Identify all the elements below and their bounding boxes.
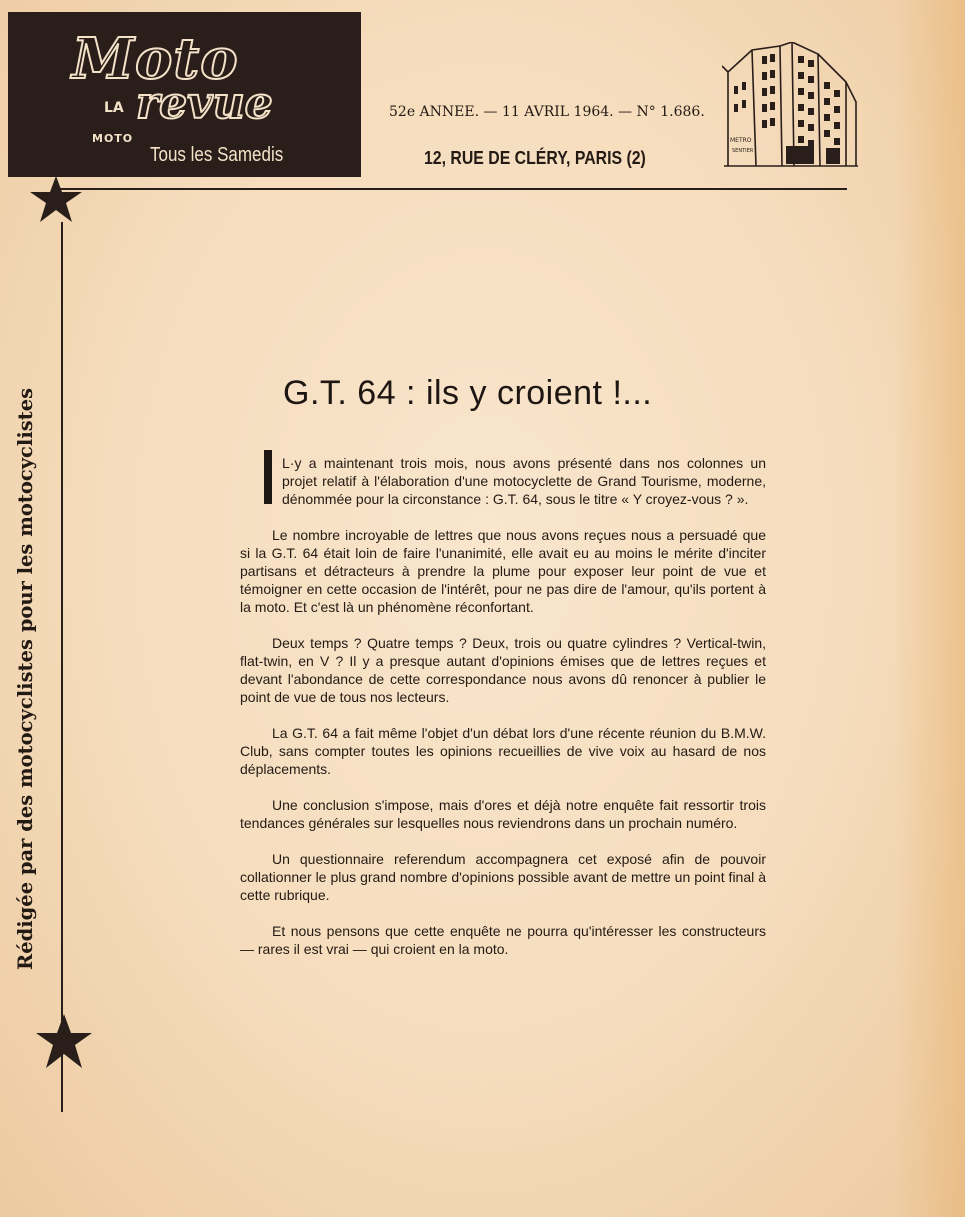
logo-word-la: LA: [104, 100, 124, 116]
side-rule: [61, 222, 63, 1112]
dropcap: [264, 450, 272, 504]
star-ornament-top: [28, 176, 84, 224]
article-body: [240, 454, 766, 976]
article-paragraph: Un questionnaire referendum accompagnera cet exposé afin de pouvoir collationner le plus grand nombre d'opinions possible avant de mettre un point final à cette rubrique.: [240, 851, 766, 903]
masthead-logo: [8, 12, 361, 177]
article-title: G.T. 64 : ils y croient !...: [283, 374, 653, 412]
paper-edge-shading: [895, 0, 965, 1217]
article-paragraph: La G.T. 64 a fait même l'objet d'un débat lors d'une récente réunion du B.M.W. Club, sans compter toutes les opinions recueillies de vive voix au hasard de nos déplacements.: [240, 725, 766, 777]
svg-text:METRO: METRO: [730, 137, 752, 144]
building-illustration: [722, 42, 858, 170]
logo-word-revue: revue: [136, 78, 273, 129]
article-paragraph: L·y a maintenant trois mois, nous avons présenté dans nos colonnes un projet relatif à l'élaboration d'une motocyclette de Grand Tourisme, moderne, dénommée pour la circonstance : G.T. 64, sous le titre « Y croyez-vous ? ».: [240, 454, 766, 508]
logo-tagline: Tous les Samedis: [150, 144, 284, 166]
masthead-rule: [60, 188, 847, 190]
publisher-address: 12, RUE DE CLÉRY, PARIS (2): [424, 148, 646, 168]
article-paragraph: Une conclusion s'impose, mais d'ores et déjà notre enquête fait ressortir trois tendances générales sur lesquelles nous reviendrons dans un prochain numéro.: [240, 797, 766, 831]
logo-word-moto-small: MOTO: [92, 132, 134, 145]
article-paragraph: Et nous pensons que cette enquête ne pourra qu'intéresser les constructeurs — rares il est vrai — qui croient en la moto.: [240, 923, 766, 957]
logo-word-moto: Moto: [72, 26, 239, 92]
article-paragraph: Deux temps ? Quatre temps ? Deux, trois ou quatre cylindres ? Vertical-twin, flat-twin, en V ? Il y a presque autant d'opinions émises que de lettres reçues et devant l'abondance de cette correspondance nous avons dû renoncer à publier le point de vue de tous nos lecteurs.: [240, 635, 766, 705]
side-banner: Rédigée par des motocyclistes pour les motocyclistes: [14, 387, 37, 970]
star-ornament-bottom: [34, 1014, 94, 1070]
article-paragraph: Le nombre incroyable de lettres que nous avons reçues nous a persuadé que si la G.T. 64 était loin de faire l'unanimité, elle avait eu au moins le mérite d'inciter partisans et détracteurs à prendre la plume pour exposer leur point de vue et témoigner en cette occasion de l'intérêt, pour ne pas dire de l'amour, qu'ils portent à la moto. Et c'est là un phénomène réconfortant.: [240, 527, 766, 615]
issue-info: 52e ANNEE. — 11 AVRIL 1964. — N° 1.686.: [389, 104, 705, 120]
svg-text:SENTIER: SENTIER: [732, 148, 754, 154]
